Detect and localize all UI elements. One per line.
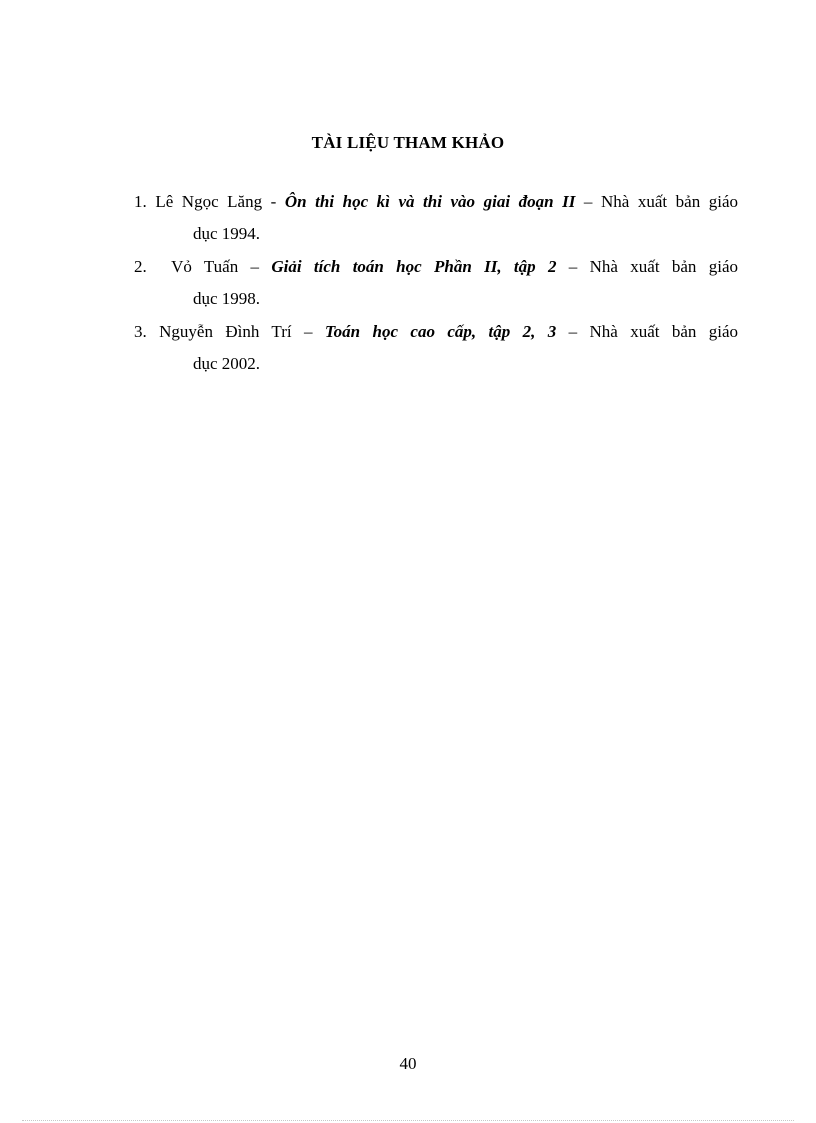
reference-publisher: Nhà xuất bản giáo bbox=[589, 257, 739, 276]
reference-first-line bbox=[134, 251, 738, 283]
reference-title: Giải tích toán học Phần II, tập 2 bbox=[271, 257, 557, 276]
reference-first-line bbox=[134, 186, 738, 218]
reference-number: 3. bbox=[134, 322, 147, 341]
reference-author: Vỏ Tuấn bbox=[171, 257, 239, 276]
reference-separator: – bbox=[291, 322, 325, 341]
reference-continuation: dục 1994. bbox=[193, 224, 261, 243]
reference-publisher: Nhà xuất bản giáo bbox=[589, 322, 739, 341]
reference-first-line bbox=[134, 316, 738, 348]
reference-separator: - bbox=[262, 192, 285, 211]
reference-number: 1. bbox=[134, 192, 147, 211]
reference-author: Lê Ngọc Lăng bbox=[155, 192, 263, 211]
reference-separator: – bbox=[238, 257, 272, 276]
reference-separator: – bbox=[556, 257, 590, 276]
page-bottom-divider bbox=[22, 1120, 794, 1121]
page-title: TÀI LIỆU THAM KHẢO bbox=[311, 133, 505, 152]
page-number: 40 bbox=[399, 1054, 417, 1073]
reference-item bbox=[134, 316, 738, 380]
reference-item bbox=[134, 251, 738, 315]
reference-separator: – bbox=[556, 322, 590, 341]
reference-item bbox=[134, 186, 738, 250]
reference-title: Ôn thi học kì và thi vào giai đoạn II bbox=[284, 192, 576, 211]
reference-publisher: Nhà xuất bản giáo bbox=[600, 192, 739, 211]
reference-title: Toán học cao cấp, tập 2, 3 bbox=[324, 322, 557, 341]
reference-separator: – bbox=[575, 192, 601, 211]
reference-continuation: dục 2002. bbox=[193, 354, 261, 373]
reference-continuation: dục 1998. bbox=[193, 289, 261, 308]
reference-number: 2. bbox=[134, 257, 147, 276]
reference-author: Nguyễn Đình Trí bbox=[159, 322, 292, 341]
